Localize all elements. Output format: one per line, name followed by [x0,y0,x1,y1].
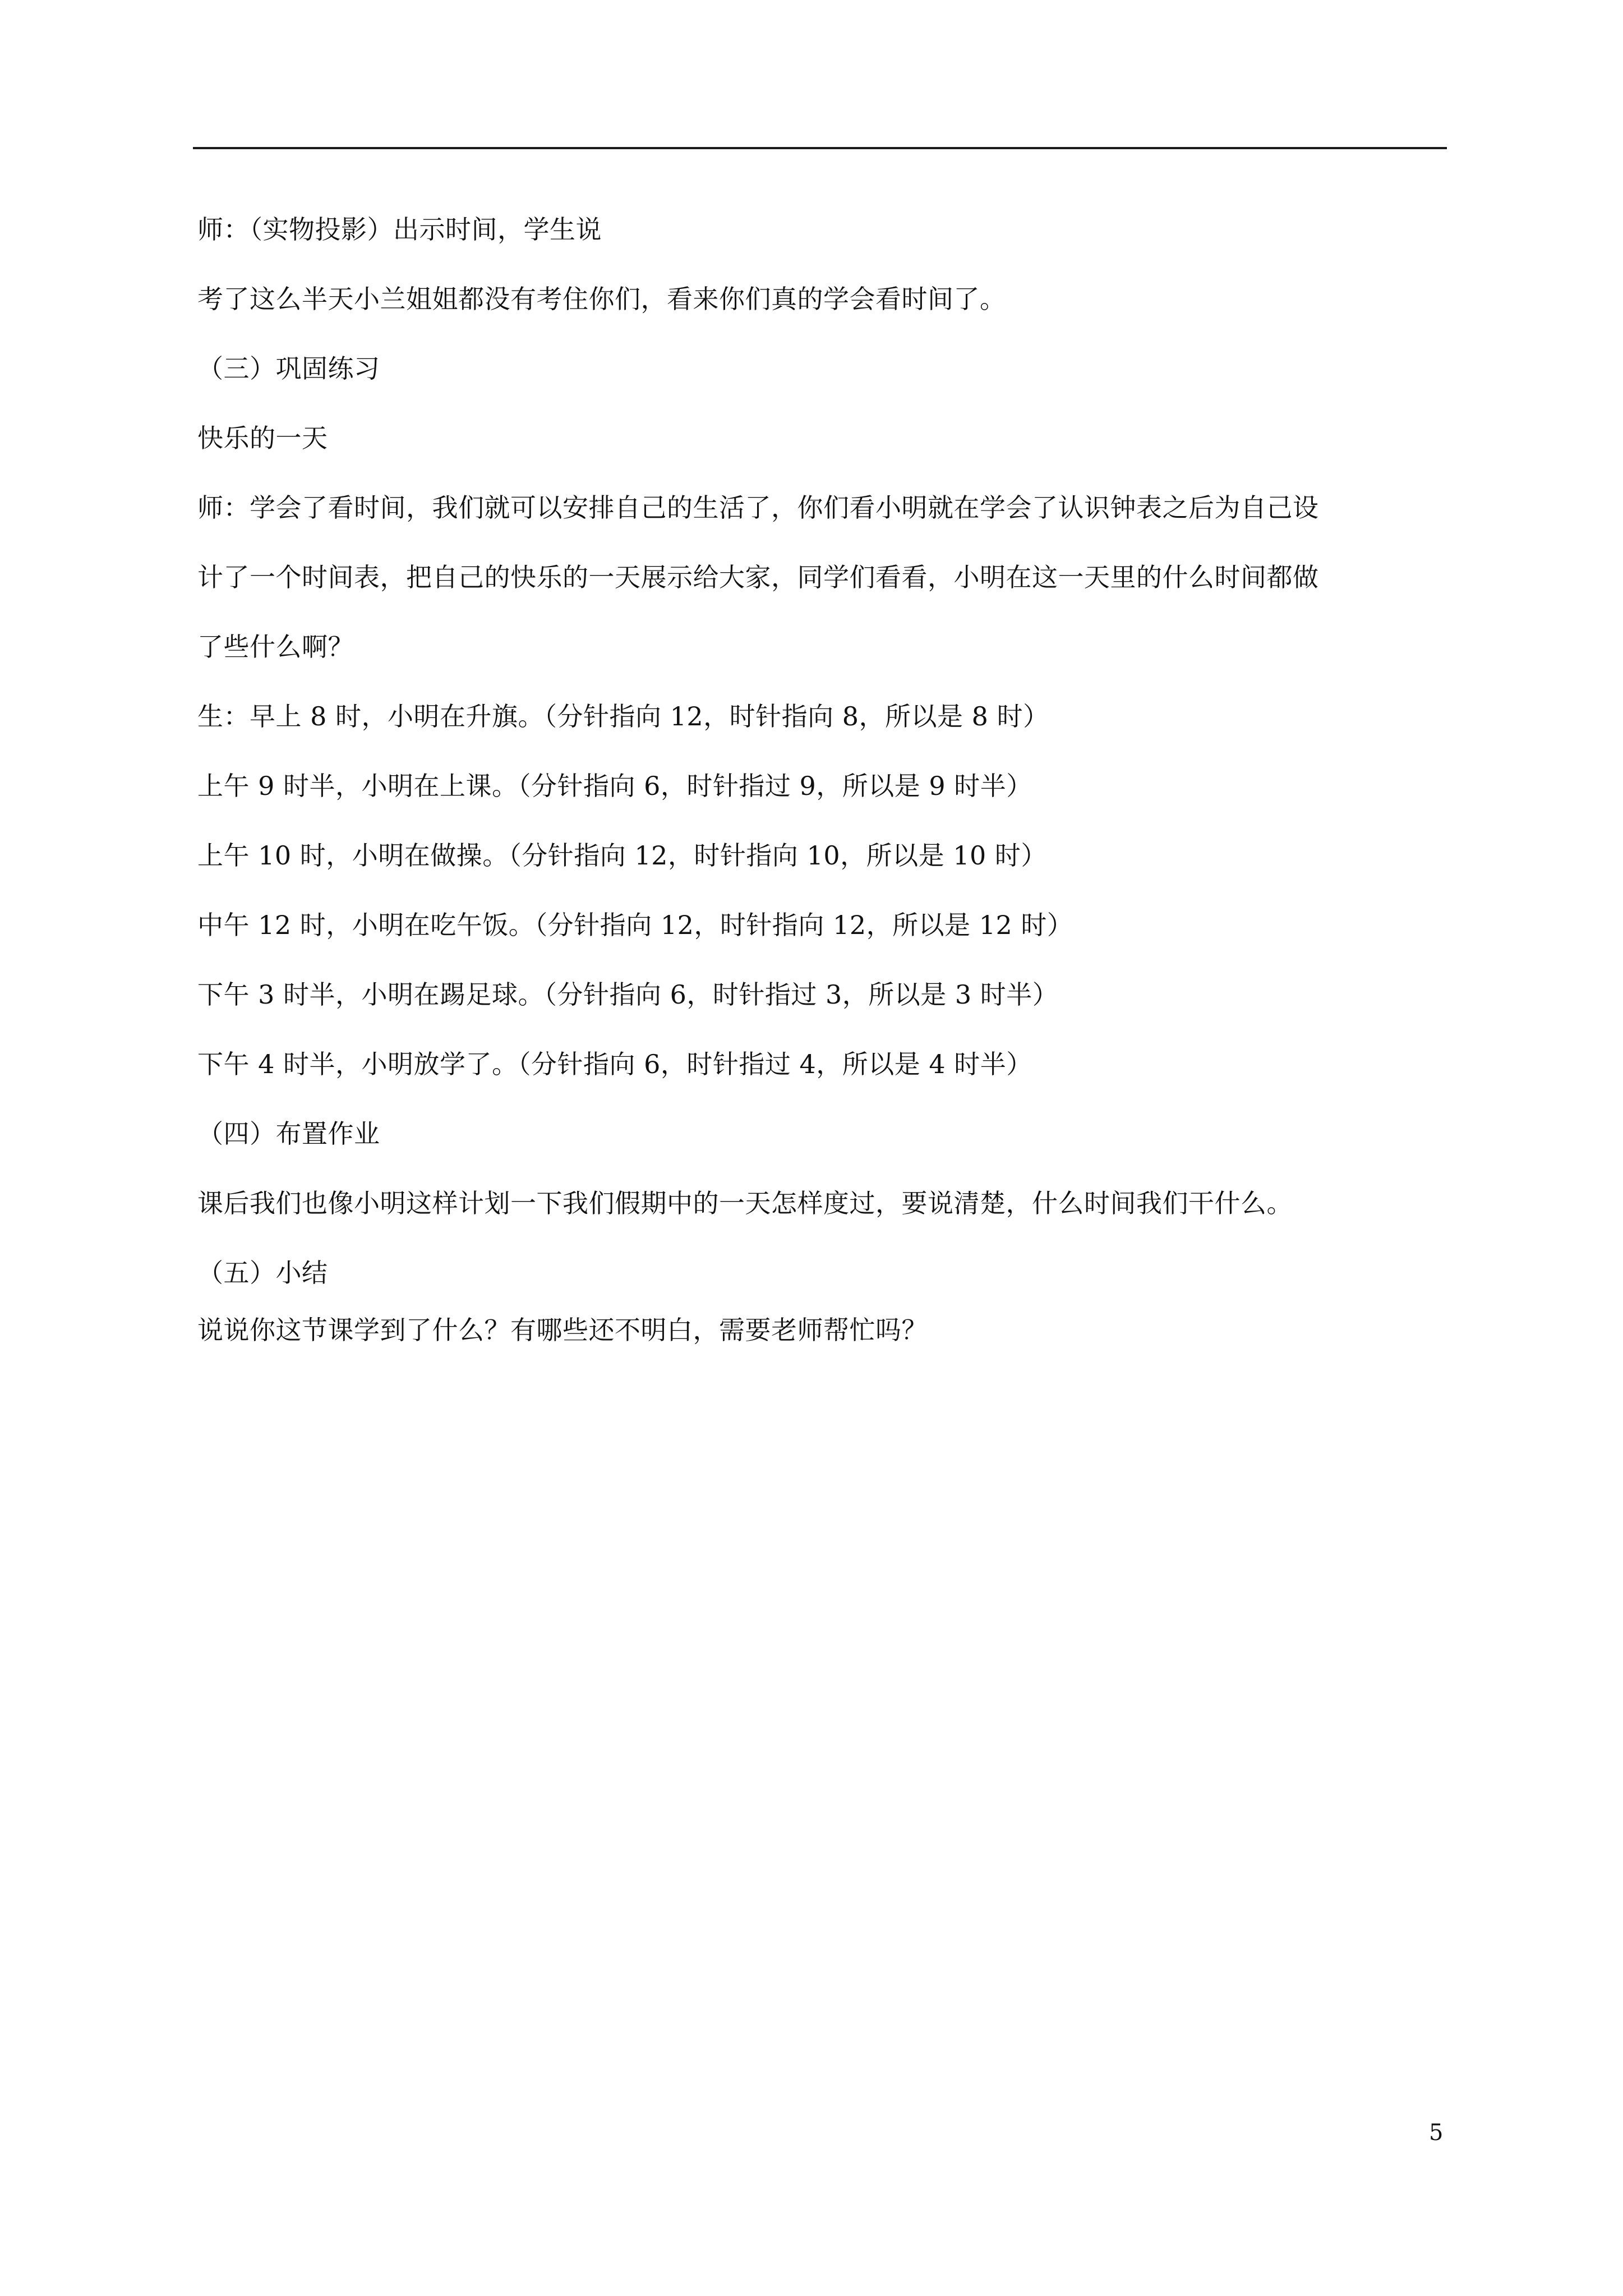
section-heading-summary: （五）小结 [197,1258,328,1288]
document-body [197,212,1448,1382]
paragraph-homework: 课后我们也像小明这样计划一下我们假期中的一天怎样度过，要说清楚，什么时间我们干什么。 [197,1188,1293,1218]
schedule-item-12pm: 中午 12 时，小明在吃午饭。（分针指向 12，时针指向 12，所以是 12 时） [197,910,1073,940]
paragraph-praise: 考了这么半天小兰姐姐都没有考住你们，看来你们真的学会看时间了。 [197,284,1006,314]
header-rule [193,147,1447,149]
schedule-item-430pm: 下午 4 时半，小明放学了。（分针指向 6，时针指过 4，所以是 4 时半） [197,1049,1032,1079]
section-heading-homework: （四）布置作业 [197,1119,380,1149]
schedule-item-330pm: 下午 3 时半，小明在踢足球。（分针指向 6，时针指过 3，所以是 3 时半） [197,979,1059,1010]
paragraph-teacher-schedule [197,490,1448,664]
page-number: 5 [1429,2120,1444,2146]
schedule-item-10am: 上午 10 时，小明在做操。（分针指向 12，时针指向 10，所以是 10 时） [197,840,1047,871]
subheading-happy-day: 快乐的一天 [197,423,328,453]
schedule-item-930am: 上午 9 时半，小明在上课。（分针指向 6，时针指过 9，所以是 9 时半） [197,771,1032,801]
section-heading-practice: （三）巩固练习 [197,353,380,384]
paragraph-line: 了些什么啊？ [197,632,354,662]
paragraph-line: 师：学会了看时间，我们就可以安排自己的生活了，你们看小明就在学会了认识钟表之后为自己设 [197,493,1319,523]
schedule-item-8am: 生：早上 8 时，小明在升旗。（分针指向 12，时针指向 8，所以是 8 时） [197,701,1049,731]
paragraph-summary: 说说你这节课学到了什么？有哪些还不明白，需要老师帮忙吗？ [197,1315,928,1345]
paragraph-teacher-projection: 师：（实物投影）出示时间，学生说 [197,214,602,245]
paragraph-line: 计了一个时间表，把自己的快乐的一天展示给大家，同学们看看，小明在这一天里的什么时间都做 [197,562,1319,592]
